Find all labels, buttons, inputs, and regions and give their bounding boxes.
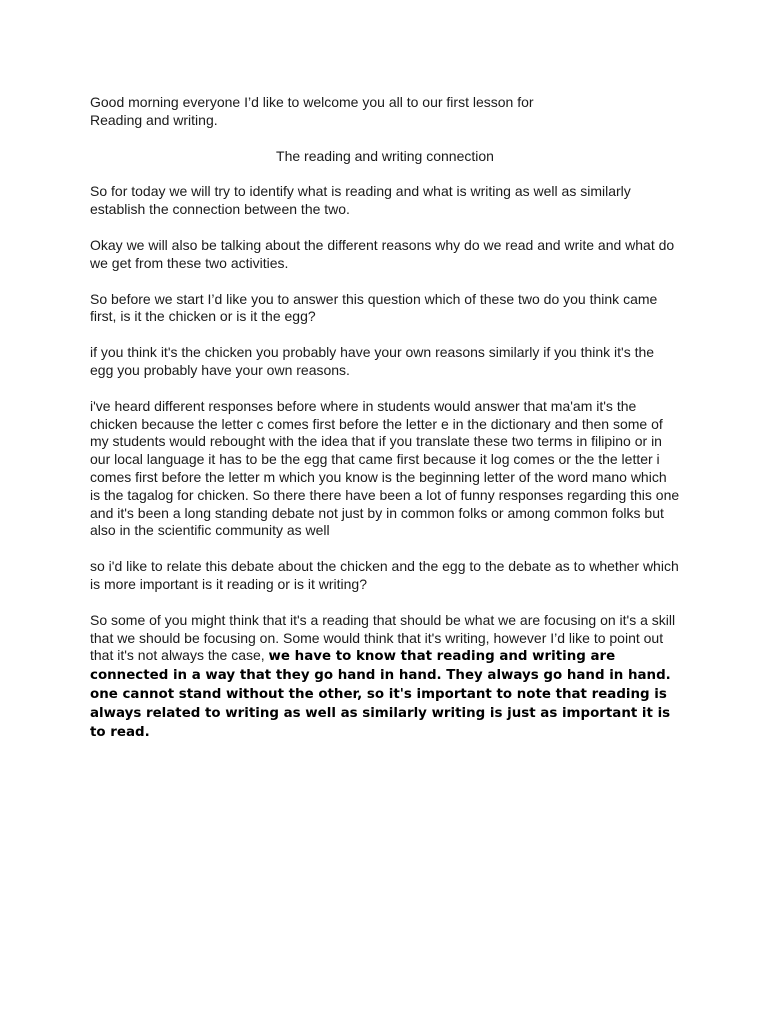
greeting-line-2: Reading and writing. <box>90 111 218 128</box>
paragraph-intro: So for today we will try to identify what is reading and what is writing as well as similarly establish the connection between the two. <box>90 183 631 218</box>
greeting-paragraph <box>90 94 680 130</box>
paragraph-conclusion <box>90 612 680 742</box>
paragraph-responses: i've heard different responses before where in students would answer that ma'am it's the chicken because the letter c comes first before the letter e in the dictionary and then some of my students would rebought with the idea that if you translate these two terms in filipino or in our local language it has to be the egg that came first because it log comes or the the letter i comes first before the letter m which you know is the beginning letter of the word mano which is the tagalog for chicken. So there there have been a lot of funny responses regarding this one and it's been a long standing debate not just by in common folks or among common folks but also in the scientific community as well <box>90 397 680 539</box>
greeting-line-1: Good morning everyone I’d like to welcome you all to our first lesson for <box>90 94 534 110</box>
document-title: The reading and writing connection <box>276 147 494 164</box>
conclusion-normal-text: So some of you might think that it's a reading that should be what we are focusing on it's a skill that we should be focusing on. Some would think that it's writing, however I’d like to point out that it's not always the case, <box>90 611 676 664</box>
paragraph-question: So before we start I’d like you to answer this question which of these two do you think came first, is it the chicken or is it the egg? <box>90 290 658 325</box>
paragraph-reasons-answer: if you think it's the chicken you probably have your own reasons similarly if you think it's the egg you probably have your own reasons. <box>90 344 655 378</box>
paragraph-reasons: Okay we will also be talking about the different reasons why do we read and write and what do we get from these two activities. <box>90 236 675 271</box>
paragraph-debate: so i'd like to relate this debate about the chicken and the egg to the debate as to whether which is more important is it reading or is it writing? <box>90 558 679 592</box>
conclusion-bold-text: we have to know that reading and writing are connected in a way that they go hand in hand. They always go hand in hand. one cannot stand without the other, so it's important to note that reading is always related to writing as well as similarly writing is just as important it is to read. <box>90 649 671 740</box>
document-body <box>90 94 680 759</box>
